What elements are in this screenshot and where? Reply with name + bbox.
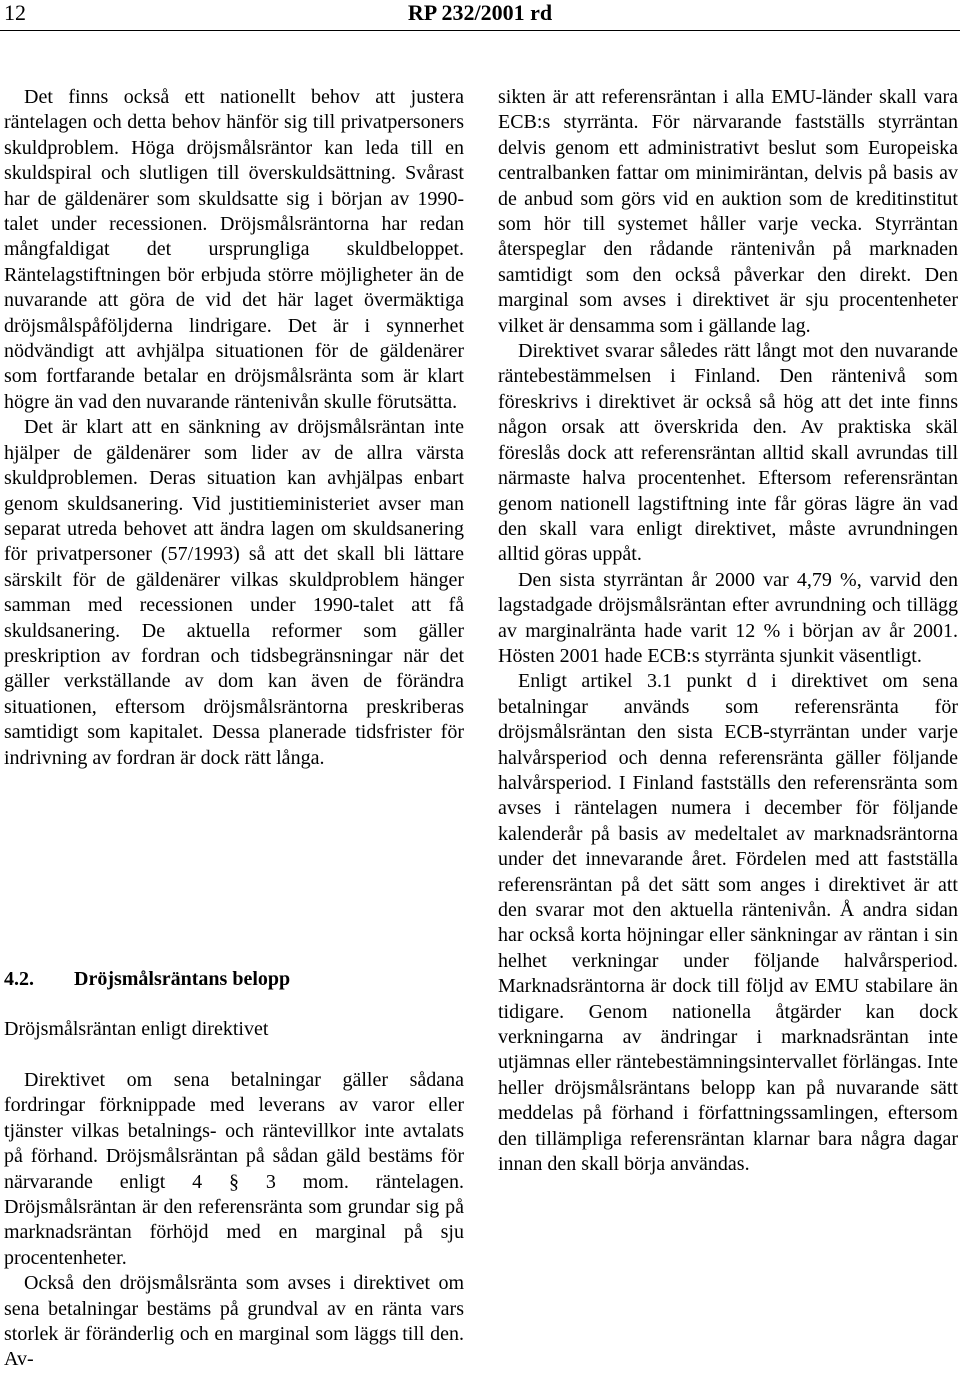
subheading: Dröjsmålsräntan enligt direktivet xyxy=(4,1018,269,1040)
left-column xyxy=(4,85,464,771)
header-rule xyxy=(0,30,960,31)
right-column xyxy=(498,85,958,1177)
paragraph: Den sista styrräntan år 2000 var 4,79 %, varvid den lagstadgade dröjsmålsräntan efter avrundning och tillägg av marginalränta hade varit 12 % i början av år 2001. Hösten 2001 hade ECB:s styrränta sjunkit väsentligt. xyxy=(498,568,958,667)
section-heading xyxy=(4,966,464,992)
document-id: RP 232/2001 rd xyxy=(407,0,553,25)
paragraph: Enligt artikel 3.1 punkt d i direktivet om sena betalningar används som referensränta för dröjsmålsräntan den sista ECB-styrräntan under varje halvårsperiod och denna referensränta gäller följande halvårsperiod. I Finland fastställs den referensränta som avses i räntelagen numera i december för följande kalenderår på basis av medeltalet av marknadsräntorna under det innevarande året. Fördelen med att fastställa referensräntan på det sätt som anges i direktivet är att den svarar mot den aktuella räntenivån. Å andra sidan har också korta höjningar eller sänkningar av räntan i sin helhet verkningar under följande halvårsperiod. Marknadsräntorna är dock till följd av EMU stabilare än tidigare. Genom nationella åtgärder kan dock verkningarna av ändringar i marknadsräntan inte utjämnas eller räntebestämningsintervallet förlängas. Inte heller dröjsmålsräntans belopp kan på nuvarande sätt meddelas på förhand i författningssamlingen, eftersom den tillämpliga referensräntan klarnar bara några dagar innan den skall börja användas. xyxy=(498,670,958,1176)
page-header xyxy=(0,0,960,30)
paragraph: Direktivet svarar således rätt långt mot den nuvarande räntebestämmelsen i Finland. Den räntenivå som föreskrivs i direktivet är också så hög att det inte finns någon orsak att överskrida den. Av praktiska skäl föreslås dock att referensräntan alltid skall avrundas till närmaste halva procentenhet. Eftersom referensräntan genom nationell lagstiftning inte får göras lägre än vad den skall vara enligt direktivet, måste avrundningen alltid göras uppåt. xyxy=(498,340,958,566)
paragraph: Det finns också ett nationellt behov att justera räntelagen och detta behov hänför sig till privatpersoners skuldproblem. Höga dröjsmålsräntor kan leda till en skuldspiral och slutligen till överskuldsättning. Svårast har de gäldenärer som skuldsatte sig i början av 1990-talet under recessionen. Dröjsmålsräntorna har redan mångfaldigat det ursprungliga skuldbeloppet. Räntelagstiftningen bör erbjuda större möjligheter än de nuvarande att göra de vid det här laget övermäktiga dröjsmålspåföljderna lindrigare. Det är i synnerhet nödvändigt att avhjälpa situationen för de gäldenärer som fortfarande betalar en dröjsmålsränta som är klart högre än vad den nuvarande räntenivån skulle förutsätta. xyxy=(4,86,464,413)
section-title: Dröjsmålsräntans belopp xyxy=(74,968,291,990)
left-column-lower xyxy=(4,1068,464,1373)
section-number: 4.2. xyxy=(4,968,34,990)
paragraph: Direktivet om sena betalningar gäller sådana fordringar förknippade med leverans av varor eller tjänster vilkas betalnings- och räntevillkor inte avtalats på förhand. Dröjsmålsräntan på sådan gäld bestäms för närvarande enligt 4 § 3 mom. räntelagen. Dröjsmålsräntan är den referensränta som grundar sig på marknadsräntan förhöjd med en marginal på sju procentenheter. xyxy=(4,1069,464,1269)
paragraph: sikten är att referensräntan i alla EMU-länder skall vara ECB:s styrränta. För närvarande fastställs styrräntan delvis genom ett administrativt beslut som Europeiska centralbanken fattar om minimiräntan, delvis på basis av de anbud som görs vid en auktion som de kreditinstitut som hör till systemet håller varje vecka. Styrräntan återspeglar den rådande räntenivån på marknaden samtidigt som den också påverkar den direkt. Den marginal som avses i direktivet är sju procentenheter vilket är densamma som i gällande lag. xyxy=(498,86,958,337)
page-number: 12 xyxy=(4,0,26,25)
paragraph: Det är klart att en sänkning av dröjsmålsräntan inte hjälper de gäldenärer som lider av de allra värsta skuldproblemen. Deras situation kan avhjälpas enbart genom skuldsanering. Vid justitieministeriet avser man separat utreda behovet att ändra lagen om skuldsanering för privatpersoner (57/1993) så att det skall bli lättare särskilt för de gäldenärer vilkas skuldproblem hänger samman med recessionen under 1990-talet att få skuldsanering. De aktuella reformer som gäller preskription av fordran och tidsbegränsningar när det gäller verkställande av dom kan även de förändra situationen, eftersom dröjsmålsräntorna preskriberas samtidigt som kapitalet. Dessa planerade tidsfrister för indrivning av fordran är dock rätt långa. xyxy=(4,416,464,769)
paragraph: Också den dröjsmålsränta som avses i direktivet om sena betalningar bestäms på grundval av en ränta vars storlek är föränderlig och en marginal som läggs till den. Av- xyxy=(4,1272,464,1371)
